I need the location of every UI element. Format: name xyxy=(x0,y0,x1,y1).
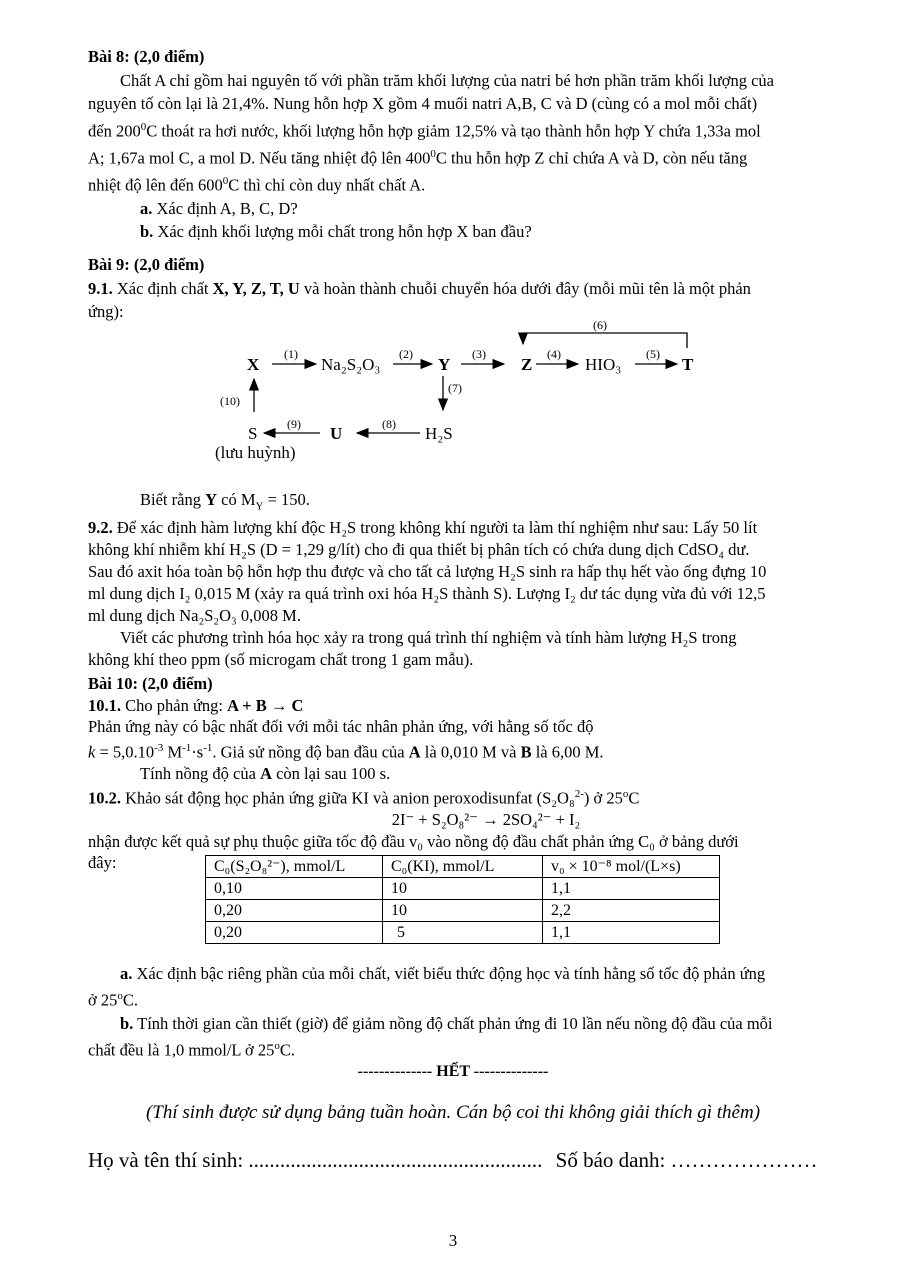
table-header-cell: C₀(KI), mmol/L xyxy=(383,856,543,878)
table-row xyxy=(206,878,720,900)
bai10-p102-line3: nhận được kết quả sự phụ thuộc giữa tốc độ đầu v₀ vào nồng độ đầu chất phản ứng C₀ ở bảng dưới xyxy=(88,831,739,851)
bai8-line1: Chất A chỉ gồm hai nguyên tố với phần trăm khối lượng của natri bé hơn phần trăm khối lượng của xyxy=(120,70,774,90)
bai10-question-a-line1: a. Xác định bậc riêng phần của mỗi chất, viết biểu thức động học và tính hằng số tốc độ phản ứng xyxy=(120,964,766,983)
arrow-label-8: (8) xyxy=(382,417,396,431)
sulfur-note: (lưu huỳnh) xyxy=(215,443,296,462)
candidate-name-line xyxy=(88,1148,818,1173)
bai8-line2: nguyên tố còn lại là 21,4%. Nung hỗn hợp X gồm 4 muối natri A,B, C và D (cùng có a mol mỗi chất) xyxy=(88,94,758,113)
candidate-name-label: Họ và tên thí sinh: ........................................................ xyxy=(88,1148,543,1172)
bai9-p92-line5: ml dung dịch Na₂S₂O₃ 0,008 M. xyxy=(88,606,301,626)
arrow-label-7: (7) xyxy=(448,381,462,395)
table-cell: 0,10 xyxy=(206,878,383,900)
arrow-label-10: (10) xyxy=(220,394,240,408)
bai9-p92-line2: không khí nhiễm khí H₂S (D = 1,29 g/lít) cho đi qua thiết bị phân tích có chứa dung dịch CdSO₄ dư. xyxy=(88,540,750,560)
table-cell: 10 xyxy=(383,878,543,900)
table-cell: 0,20 xyxy=(206,900,383,922)
table-cell: 1,1 xyxy=(543,878,720,900)
arrow-label-2: (2) xyxy=(399,347,413,361)
table-row xyxy=(206,900,720,922)
table-cell: 2,2 xyxy=(543,900,720,922)
bai9-p92-line1: 9.2. Để xác định hàm lượng khí độc H₂S trong không khí người ta làm thí nghiệm như sau: Lấy 50 lít xyxy=(88,518,758,538)
bai8-line4: A; 1,67a mol C, a mol D. Nếu tăng nhiệt độ lên $400^0C$ thu hỗn hợp Z chỉ chứa A và D, còn nếu tăng xyxy=(88,147,748,167)
species-h2s: H₂S xyxy=(425,424,453,443)
bai10-question-a-line2: ở 25$^o$C. xyxy=(88,990,138,1010)
arrow-label-5: (5) xyxy=(646,347,660,361)
reaction-scheme xyxy=(0,0,906,480)
bai8-question-b: b. Xác định khối lượng mỗi chất trong hỗn hợp X ban đầu? xyxy=(140,222,532,241)
bai10-equation: 2I⁻ + S₂O₈²⁻ → 2SO₄²⁻ + I₂ xyxy=(391,810,581,829)
table-cell: 5 xyxy=(383,922,543,944)
bai9-title: Bài 9: (2,0 điểm) xyxy=(88,255,205,274)
bai9-p92-line7: không khí theo ppm (số microgam chất trong 1 gam mẫu). xyxy=(88,650,474,670)
species-Z: Z xyxy=(521,355,533,374)
bai10-p102-line4: đây: xyxy=(88,853,117,872)
bai10-question-b-line2: chất đều là 1,0 mmol/L ở 25$^o$C. xyxy=(88,1039,296,1059)
candidate-number-label: Số báo danh: ………………… xyxy=(555,1148,818,1172)
bai8-line3: đến $200^0C$ thoát ra hơi nước, khối lượng hỗn hợp giảm 12,5% và tạo thành hỗn hợp Y chứa 1,33a mol xyxy=(88,120,761,140)
arrow-label-9: (9) xyxy=(287,417,301,431)
bai10-p101-line4: Tính nồng độ của A còn lại sau 100 s. xyxy=(140,763,391,783)
species-T: T xyxy=(682,355,694,374)
bai9-p91-line2: ứng): xyxy=(88,302,124,321)
table-header-row xyxy=(206,856,720,878)
bai8-title: Bài 8: (2,0 điểm) xyxy=(88,47,205,66)
bai10-p101-line1: 10.1. Cho phản ứng: A + B → C xyxy=(88,695,304,715)
bai8-line5: nhiệt độ lên đến $600^0C$ thì chỉ còn duy nhất chất A. xyxy=(88,174,426,194)
bai8-question-a: a. Xác định A, B, C, D? xyxy=(140,198,298,218)
species-na2s2o3: Na₂S₂O₃ xyxy=(321,355,381,374)
bai9-given: Biết rằng Y có $M_Y = 150$. xyxy=(140,490,310,513)
species-Y: Y xyxy=(438,355,451,374)
table-cell: 1,1 xyxy=(543,922,720,944)
bai10-p102-line1: 10.2. Khảo sát động học phản ứng giữa KI và anion peroxodisunfat (S₂O₈$^{2-}$) ở 25$^o$C xyxy=(88,788,640,808)
bai9-p91-line1: 9.1. Xác định chất X, Y, Z, T, U và hoàn thành chuỗi chuyển hóa dưới đây (mỗi mũi tên là một phản xyxy=(88,278,751,298)
bai9-p92-line4: ml dung dịch I₂ 0,015 M (xảy ra quá trình oxi hóa H₂S thành S). Lượng I₂ dư tác dụng vừa đủ với 12,5 xyxy=(88,584,766,604)
bai10-p101-line3: $k = 5,0.10^{-3}$ $M^{-1}\cdot s^{-1}$. Giả sử nồng độ ban đầu của A là 0,010 M và B là 6,00 M. xyxy=(88,741,604,761)
table-header-cell: v₀ × 10⁻⁸ mol/(L×s) xyxy=(543,856,720,878)
bai10-p101-line2: Phản ứng này có bậc nhất đối với mỗi tác nhân phản ứng, với hằng số tốc độ xyxy=(88,717,594,736)
bai10-questions xyxy=(88,962,844,1061)
arrow-label-6: (6) xyxy=(593,318,607,332)
arrow-label-1: (1) xyxy=(284,347,298,361)
arrow-label-3: (3) xyxy=(472,347,486,361)
bai9-p92-section xyxy=(88,489,844,671)
bai10-title: Bài 10: (2,0 điểm) xyxy=(88,674,213,693)
species-U: U xyxy=(330,424,343,443)
bai9-p92-line3: Sau đó axit hóa toàn bộ hỗn hợp thu được và cho tất cả lượng H₂S sinh ra hấp thụ hết vào ống đựng 10 xyxy=(88,562,767,582)
table-cell: 10 xyxy=(383,900,543,922)
end-marker: -------------- HẾT -------------- xyxy=(357,1063,549,1080)
page-number: 3 xyxy=(448,1231,458,1250)
species-S: S xyxy=(248,424,258,443)
table-row xyxy=(206,922,720,944)
table-cell: 0,20 xyxy=(206,922,383,944)
bai10-section xyxy=(88,673,844,874)
bai10-question-b-line1: b. Tính thời gian cần thiết (giờ) để giảm nồng độ chất phản ứng đi 10 lần nếu nồng độ đầu của mỗi xyxy=(120,1013,773,1033)
arrow-label-4: (4) xyxy=(547,347,561,361)
bai9-p92-line6: Viết các phương trình hóa học xảy ra trong quá trình thí nghiệm và tính hàm lượng H₂S trong xyxy=(120,628,737,648)
footer-note: (Thí sinh được sử dụng bảng tuần hoàn. Cán bộ coi thi không giải thích gì thêm) xyxy=(145,1102,761,1123)
species-X: X xyxy=(247,355,260,374)
species-hio3: HIO₃ xyxy=(585,355,622,374)
table-header-cell: C₀(S₂O₈²⁻), mmol/L xyxy=(206,856,383,878)
kinetics-table xyxy=(205,855,720,944)
